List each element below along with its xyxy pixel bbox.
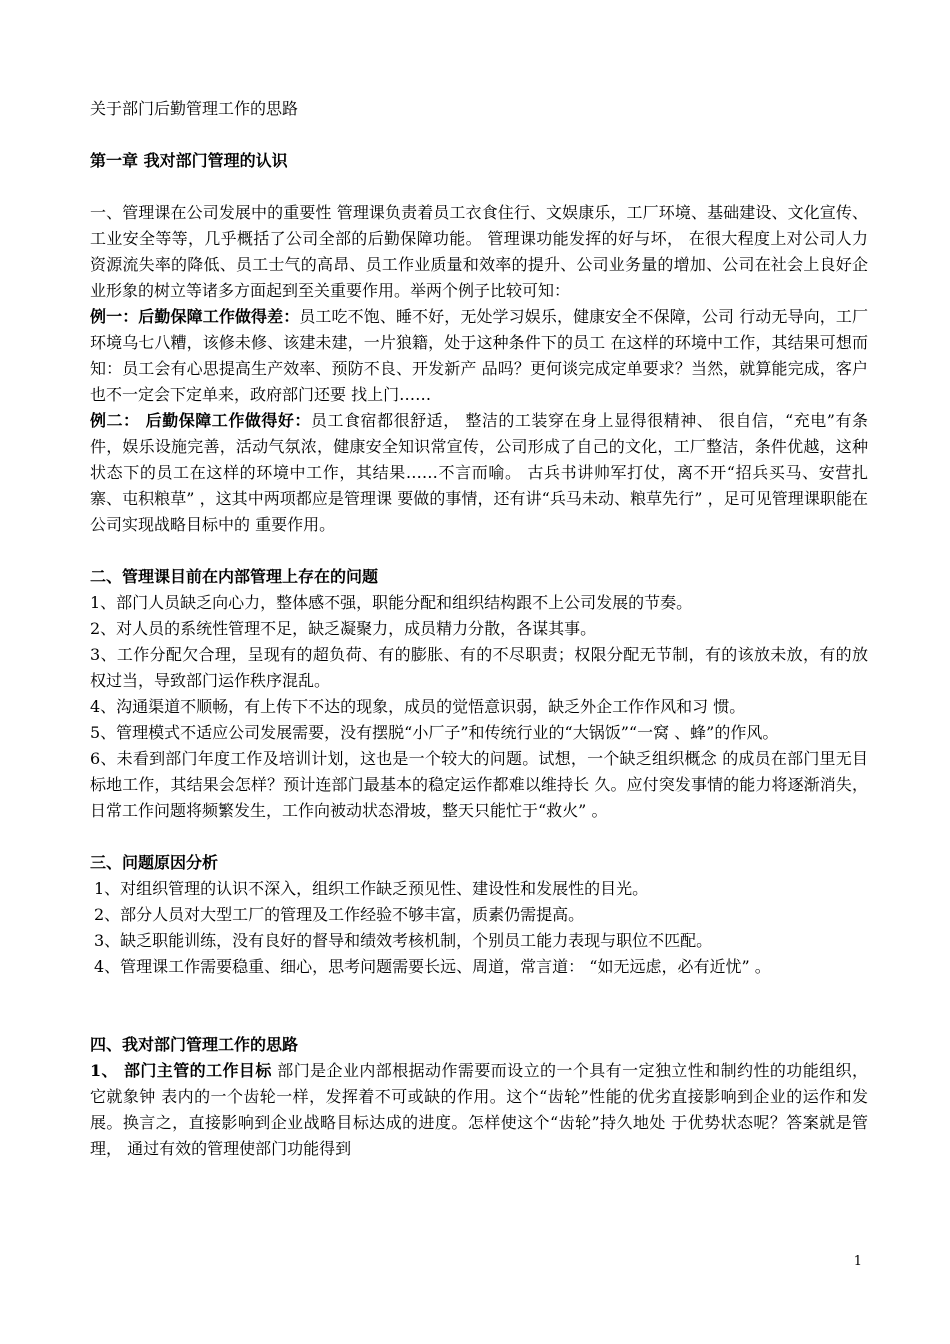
spacer [90,1006,868,1032]
example2-text: 员工食宿都很舒适， 整洁的工装穿在身上显得很精神、 很自信，“充电”有条件，娱乐设施完善，活动气氛浓，健康安全知识常宣传，公司形成了自己的文化，工厂整洁，条件优越，这种状态下的员工在这样的环境中工作，其结果……不言而喻。 古兵书讲帅军打仗，离不开“招兵买马、安营扎寨、屯积粮草” ，这其中两项都应是管理课 要做的事情，还有讲“兵马未动、粮草先行” ，足可见管理课职能在公司实现战略目标中的 重要作用。 [90,411,868,534]
section4-heading: 四、我对部门管理工作的思路 [90,1035,299,1054]
spacer [90,824,868,850]
list-item: 3、缺乏职能训练，没有良好的督导和绩效考核机制，个别员工能力表现与职位不匹配。 [94,931,713,950]
list-item: 1、对组织管理的认识不深入，组织工作缺乏预见性、建设性和发展性的目光。 [94,879,649,898]
list-item: 1、部门人员缺乏向心力，整体感不强，职能分配和组织结构跟不上公司发展的节奏。 [90,593,693,612]
section3-heading: 三、问题原因分析 [90,853,219,872]
example2-label: 例二： 后勤保障工作做得好： [90,411,311,430]
spacer [90,980,868,1006]
example1-label: 例一：后勤保障工作做得差： [90,307,300,326]
list-item: 3、工作分配欠合理，呈现有的超负荷、有的膨胀、有的不尽职责；权限分配无节制，有的该放未放，有的放权过当，导致部门运作秩序混乱。 [90,645,868,690]
example2-paragraph [90,408,868,538]
section1-intro: 一、管理课在公司发展中的重要性 管理课负责着员工衣食住行、文娱康乐，工厂环境、基础建设、文化宣传、工业安全等等，几乎概括了公司全部的后勤保障功能。 管理课功能发挥的好与坏， 在很大程度上对公司人力资源流失率的降低、员工士气的高昂、员工作业质量和效率的提升、公司业务量的增加、公司在社会上良好企业形象的树立等诸多方面起到至关重要作用。举两个例子比较可知： [90,203,868,300]
section2-heading: 二、管理课目前在内部管理上存在的问题 [90,567,379,586]
list-item: 2、对人员的系统性管理不足，缺乏凝聚力，成员精力分散，各谋其事。 [90,619,597,638]
spacer [90,122,868,148]
list-item: 2、部分人员对大型工厂的管理及工作经验不够丰富，质素仍需提高。 [94,905,585,924]
example1-text: 员工吃不饱、睡不好，无处学习娱乐，健康安全不保障，公司 行动无导向，工厂环境乌七八糟，该修未修、该建未建，一片狼籍，处于这种条件下的员工 在这样的环境中工作，其结果可想而知：员工会有心思提高生产效率、预防不良、开发新产 品吗？更何谈完成定单要求？当然，就算能完成，客户也不一定会下定单来，政府部门还要 找上门…… [90,307,868,404]
section2-list [90,590,868,824]
document-title: 关于部门后勤管理工作的思路 [90,99,299,118]
chapter-title: 第一章 我对部门管理的认识 [90,151,288,170]
list-item: 4、管理课工作需要稳重、细心，思考问题需要长远、周道，常言道： “如无远虑，必有近忧” 。 [94,957,771,976]
section4-sub-text: 部门是企业内部根据动作需要而设立的一个具有一定独立性和制约性的功能组织， 它就象钟 表内的一个齿轮一样，发挥着不可或缺的作用。这个“齿轮”性能的优劣直接影响到企业的运作和发展。换言之，直接影响到企业战略目标达成的进度。怎样使这个“齿轮”持久地处 于优势状态呢？答案就是管理， 通过有效的管理使部门功能得到 [90,1061,868,1158]
section3-list [90,876,868,980]
list-item: 6、未看到部门年度工作及培训计划，这也是一个较大的问题。试想，一个缺乏组织概念 的成员在部门里无目标地工作，其结果会怎样？预计连部门最基本的稳定运作都难以维持长 久。应付突发事情的能力将逐渐消失，日常工作问题将频繁发生，工作向被动状态滑坡，整天只能忙于“救火” 。 [90,749,868,820]
section4-paragraph [90,1058,868,1162]
document-page [90,96,868,1162]
spacer [90,538,868,564]
spacer [90,174,868,200]
list-item: 4、沟通渠道不顺畅，有上传下不达的现象，成员的觉悟意识弱，缺乏外企工作作风和习 惯。 [90,697,746,716]
list-item: 5、管理模式不适应公司发展需要，没有摆脱“小厂子”和传统行业的“大锅饭”“一窝 、蜂”的作风。 [90,723,779,742]
page-number: 1 [853,1254,862,1269]
example1-paragraph [90,304,868,408]
section4-sub-label: 1、 部门主管的工作目标 [90,1061,272,1080]
